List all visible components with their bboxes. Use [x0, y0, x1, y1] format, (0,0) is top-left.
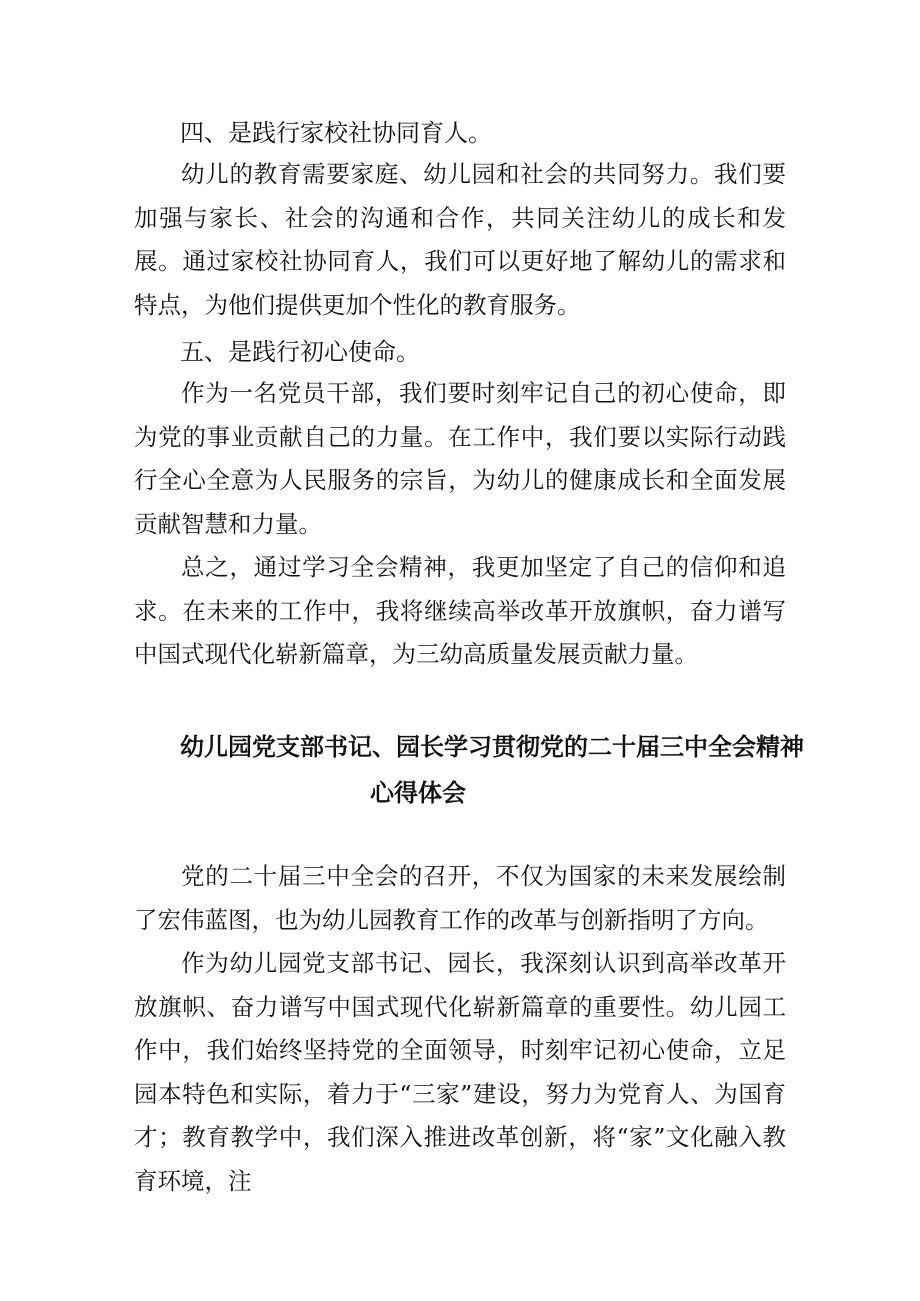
section-heading-five: 五、是践行初心使命。 [180, 338, 420, 366]
article-title-line1: 幼儿园党支部书记、园长学习贯彻党的二十届三中全会精神 [180, 733, 804, 761]
section-heading-four: 四、是践行家校社协同育人。 [180, 119, 492, 147]
section-paragraph-four: 幼儿的教育需要家庭、幼儿园和社会的共同努力。我们要加强与家长、社会的沟通和合作，共同关注幼儿的成长和发展。通过家校社协同育人，我们可以更好地了解幼儿的需求和特点，为他们提供更加个性化的教育服务。 [134, 160, 786, 319]
article-paragraph-role: 作为幼儿园党支部书记、园长，我深刻认识到高举改革开放旗帜、奋力谱写中国式现代化崭新篇章的重要性。幼儿园工作中，我们始终坚持党的全面领导，时刻牢记初心使命，立足园本特色和实际，着力于“三家”建设，努力为党育人、为国育才；教育教学中，我们深入推进改革创新，将“家”文化融入教育环境，注 [134, 949, 786, 1195]
article-title [134, 724, 804, 816]
article-title-line2: 心得体会 [370, 779, 466, 807]
section-paragraph-five: 作为一名党员干部，我们要时刻牢记自己的初心使命，即为党的事业贡献自己的力量。在工作中，我们要以实际行动践行全心全意为人民服务的宗旨，为幼儿的健康成长和全面发展贡献智慧和力量。 [134, 379, 786, 538]
conclusion-paragraph: 总之，通过学习全会精神，我更加坚定了自己的信仰和追求。在未来的工作中，我将继续高举改革开放旗帜，奋力谱写中国式现代化崭新篇章，为三幼高质量发展贡献力量。 [134, 553, 786, 668]
article-paragraph-intro: 党的二十届三中全会的召开，不仅为国家的未来发展绘制了宏伟蓝图，也为幼儿园教育工作的改革与创新指明了方向。 [134, 862, 786, 934]
